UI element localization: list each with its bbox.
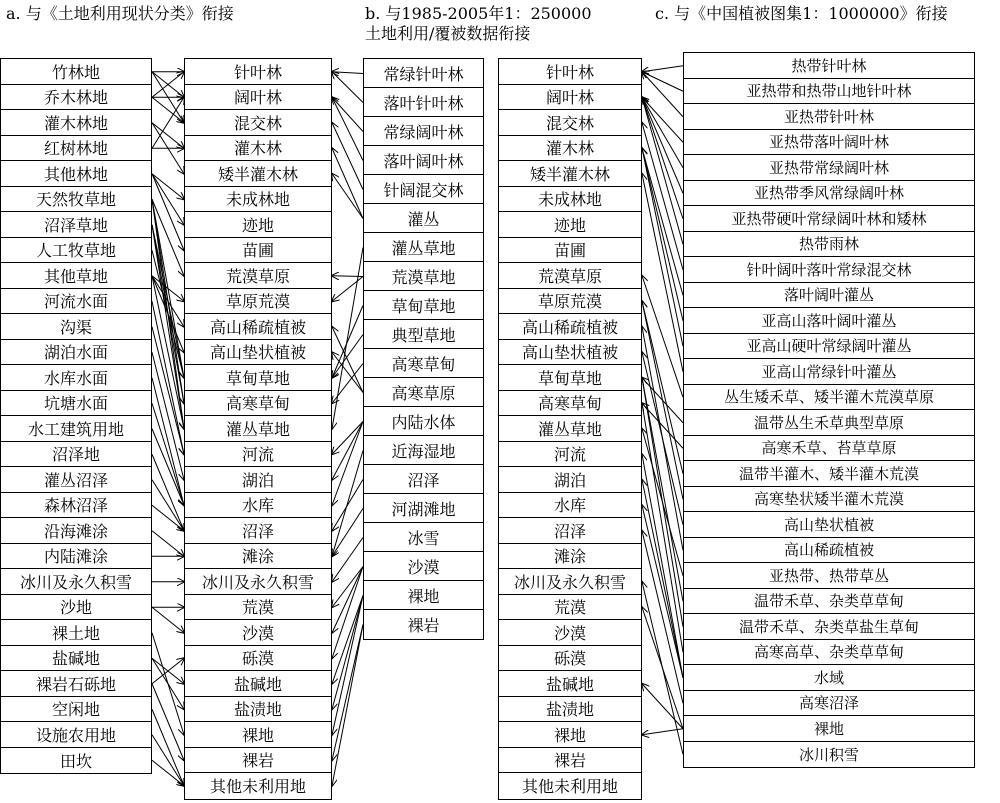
class-cell: 砾漠 — [185, 646, 331, 672]
class-cell: 草原荒漠 — [499, 289, 641, 315]
class-cell: 内陆滩涂 — [1, 544, 151, 570]
title-c: c. 与《中国植被图集1：1000000》衔接 — [655, 4, 948, 23]
class-cell: 落叶阔叶林 — [364, 146, 483, 175]
panel-b-link-arrow — [332, 422, 363, 480]
class-cell: 盐碱地 — [185, 671, 331, 697]
class-cell: 人工牧草地 — [1, 238, 151, 264]
class-cell: 河流 — [185, 442, 331, 468]
class-cell: 温带丛生禾草典型草原 — [684, 410, 974, 436]
class-cell: 冰雪 — [364, 523, 483, 552]
class-cell: 水库 — [185, 493, 331, 519]
class-cell: 矮半灌木林 — [185, 161, 331, 187]
class-cell: 迹地 — [185, 212, 331, 238]
class-cell: 裸地 — [499, 722, 641, 748]
class-cell: 高寒高草、杂类草草甸 — [684, 640, 974, 666]
class-cell: 草甸草地 — [364, 291, 483, 320]
class-cell: 灌丛草地 — [364, 233, 483, 262]
class-cell: 亚高山常绿针叶灌丛 — [684, 359, 974, 385]
panel-b-link-arrow — [332, 538, 363, 582]
class-cell: 冰川积雪 — [798, 745, 859, 764]
class-cell: 水库水面 — [1, 365, 151, 391]
panel-a-link-arrow — [152, 658, 184, 709]
class-cell: 裸岩 — [499, 748, 641, 774]
panel-c-link-arrow — [642, 480, 683, 678]
class-cell: 高寒草甸 — [499, 391, 641, 417]
panel-b-link-arrow — [332, 148, 363, 218]
class-cell: 湖泊水面 — [1, 340, 151, 366]
panel-a-link-arrow — [152, 174, 184, 225]
class-cell: 盐碱地 — [499, 671, 641, 697]
class-cell: 阔叶林 — [185, 85, 331, 111]
panel-b-link-arrow — [332, 509, 363, 557]
panel-c-link-arrow — [642, 301, 683, 499]
panel-b-link-arrow — [332, 72, 363, 74]
class-cell: 热带针叶林 — [684, 53, 974, 79]
class-cell: 温带半灌木、矮半灌木荒漠 — [684, 461, 974, 487]
class-cell: 草甸草地 — [499, 365, 641, 391]
class-cell: 裸地 — [364, 581, 483, 610]
class-cell: 丛生矮禾草、矮半灌木荒漠草原 — [684, 385, 974, 411]
class-cell: 滩涂 — [499, 544, 641, 570]
panel-c-link-arrow — [642, 582, 683, 755]
title-b-line2: 土地利用/覆被数据衔接 — [365, 24, 531, 43]
class-cell: 水库 — [499, 493, 641, 519]
class-cell: 沼泽 — [499, 518, 641, 544]
class-cell: 荒漠草原 — [499, 263, 641, 289]
class-cell: 其他未利用地 — [521, 777, 618, 797]
class-cell: 冰川及永久积雪 — [185, 569, 331, 595]
panel-b-link-arrow — [332, 451, 363, 557]
panel-a-link-arrow — [152, 403, 184, 505]
title-b-line1: b. 与1985-2005年1：250000 — [365, 4, 592, 23]
class-cell: 砾漠 — [499, 646, 641, 672]
class-cell: 沿海滩涂 — [1, 518, 151, 544]
class-cell: 亚热带季风常绿阔叶林 — [684, 181, 974, 207]
class-cell: 裸岩石砾地 — [1, 671, 151, 697]
class-cell: 高山稀疏植被 — [185, 314, 331, 340]
class-cell: 高寒垫状矮半灌木荒漠 — [684, 487, 974, 513]
class-cell: 高寒沼泽 — [684, 691, 974, 717]
class-cell: 其他林地 — [1, 161, 151, 187]
class-cell: 设施农用地 — [1, 722, 151, 748]
class-cell: 亚热带针叶林 — [684, 104, 974, 130]
class-cell: 荒漠 — [499, 595, 641, 621]
panel-a-link-arrow — [152, 123, 184, 149]
panel-b-link-arrow — [332, 422, 363, 506]
class-cell: 裸土地 — [1, 620, 151, 646]
class-cell: 荒漠草原 — [185, 263, 331, 289]
class-cell: 沙漠 — [364, 552, 483, 581]
panel-b-link-arrow — [332, 72, 363, 103]
class-cell: 灌木林 — [185, 136, 331, 162]
class-cell: 沼泽 — [185, 518, 331, 544]
class-cell: 灌丛 — [364, 204, 483, 233]
class-cell: 落叶阔叶灌丛 — [684, 283, 974, 309]
class-cell: 沙漠 — [185, 620, 331, 646]
panel-b-link-arrow — [332, 352, 363, 392]
class-cell: 常绿针叶林 — [364, 59, 483, 88]
class-cell: 沙漠 — [499, 620, 641, 646]
class-cell: 盐碱地 — [1, 646, 151, 672]
class-cell: 灌木林 — [499, 136, 641, 162]
panel-a-link-arrow — [152, 531, 184, 557]
class-cell: 阔叶林 — [499, 85, 641, 111]
class-cell: 沼泽草地 — [1, 212, 151, 238]
class-cell: 荒漠草地 — [364, 262, 483, 291]
class-cell: 高山垫状植被 — [185, 340, 331, 366]
class-cell: 近海湿地 — [364, 436, 483, 465]
class-cell: 红树林地 — [1, 136, 151, 162]
panel-b-link-arrow — [332, 596, 363, 684]
class-cell: 亚热带硬叶常绿阔叶林和矮林 — [684, 206, 974, 232]
class-cell: 落叶针叶林 — [364, 88, 483, 117]
class-cell: 温带禾草、杂类草草甸 — [684, 589, 974, 615]
class-cell: 裸岩 — [407, 616, 440, 635]
class-cell: 针叶林 — [185, 59, 331, 85]
panel-a-link-arrow — [152, 97, 184, 148]
class-cell: 沙地 — [1, 595, 151, 621]
class-cell: 乔木林地 — [1, 85, 151, 111]
panel-b-link-arrow — [332, 97, 363, 160]
class-cell: 水域 — [684, 665, 974, 691]
class-cell: 矮半灌木林 — [499, 161, 641, 187]
class-cell: 针叶林 — [499, 59, 641, 85]
class-cell: 空闲地 — [1, 697, 151, 723]
class-cell: 灌丛草地 — [185, 416, 331, 442]
class-cell: 裸地 — [185, 722, 331, 748]
panel-a-target-column — [184, 58, 332, 800]
class-cell: 河流水面 — [1, 289, 151, 315]
class-cell: 荒漠 — [185, 595, 331, 621]
panel-b-link-arrow — [332, 248, 363, 429]
class-cell: 冰川及永久积雪 — [499, 569, 641, 595]
panel-b-link-arrow — [332, 480, 363, 531]
panel-c-link-arrow — [642, 684, 683, 729]
class-cell: 未成林地 — [185, 187, 331, 213]
class-cell: 亚高山落叶阔叶灌丛 — [684, 308, 974, 334]
class-cell: 森林沼泽 — [1, 493, 151, 519]
class-cell: 坑塘水面 — [1, 391, 151, 417]
class-cell: 苗圃 — [185, 238, 331, 264]
panel-b-link-arrow — [332, 123, 363, 190]
class-cell: 高寒草甸 — [364, 349, 483, 378]
panel-a-link-arrow — [152, 735, 184, 786]
class-cell: 其他未利用地 — [209, 777, 306, 797]
class-cell: 草甸草地 — [185, 365, 331, 391]
class-cell: 针阔混交林 — [364, 175, 483, 204]
class-cell: 滩涂 — [185, 544, 331, 570]
panel-b-link-arrow — [332, 567, 363, 633]
title-a: a. 与《土地利用现状分类》衔接 — [6, 4, 234, 23]
class-cell: 针叶阔叶落叶常绿混交林 — [684, 257, 974, 283]
class-cell: 沟渠 — [1, 314, 151, 340]
panel-c-target-column — [498, 58, 642, 800]
class-cell: 裸地 — [684, 716, 974, 742]
panel-c-source-column — [683, 52, 975, 768]
class-cell: 其他草地 — [1, 263, 151, 289]
class-cell: 高寒禾草、苔草草原 — [684, 436, 974, 462]
class-cell: 未成林地 — [499, 187, 641, 213]
class-cell: 河流 — [499, 442, 641, 468]
panel-c-link-arrow — [642, 72, 683, 92]
class-cell: 沼泽 — [364, 465, 483, 494]
class-cell: 草原荒漠 — [185, 289, 331, 315]
class-cell: 天然牧草地 — [1, 187, 151, 213]
class-cell: 高山垫状植被 — [499, 340, 641, 366]
panel-b-link-arrow — [332, 567, 363, 608]
panel-a-source-column — [0, 58, 152, 774]
panel-a-link-arrow — [152, 97, 184, 123]
class-cell: 河湖滩地 — [364, 494, 483, 523]
panel-b-link-arrow — [332, 596, 363, 735]
panel-a-link-arrow — [152, 607, 184, 633]
panel-b-link-arrow — [332, 277, 363, 302]
class-cell: 混交林 — [185, 110, 331, 136]
class-cell: 混交林 — [499, 110, 641, 136]
class-cell: 亚高山硬叶常绿阔叶灌丛 — [684, 334, 974, 360]
class-cell: 亚热带、热带草丛 — [684, 563, 974, 589]
class-cell: 温带禾草、杂类草盐生草甸 — [684, 614, 974, 640]
class-cell: 苗圃 — [499, 238, 641, 264]
class-cell: 灌丛草地 — [499, 416, 641, 442]
class-cell: 常绿阔叶林 — [364, 117, 483, 146]
class-cell: 亚热带常绿阔叶林 — [684, 155, 974, 181]
class-cell: 内陆水体 — [364, 407, 483, 436]
class-cell: 高山垫状植被 — [684, 512, 974, 538]
class-cell: 高寒草原 — [364, 378, 483, 407]
panel-b-link-arrow — [332, 625, 363, 786]
class-cell: 盐渍地 — [499, 697, 641, 723]
class-cell: 灌丛沼泽 — [1, 467, 151, 493]
class-cell: 迹地 — [499, 212, 641, 238]
panel-b-link-arrow — [332, 422, 363, 455]
class-cell: 亚热带落叶阔叶林 — [684, 130, 974, 156]
class-cell: 典型草地 — [364, 320, 483, 349]
class-cell: 湖泊 — [185, 467, 331, 493]
panel-c-link-arrow — [642, 301, 683, 474]
class-cell: 高寒草甸 — [185, 391, 331, 417]
class-cell: 湖泊 — [499, 467, 641, 493]
panel-a-link-arrow — [152, 327, 184, 455]
class-cell: 竹林地 — [1, 59, 151, 85]
class-cell: 亚热带和热带山地针叶林 — [684, 79, 974, 105]
class-cell: 裸岩 — [185, 748, 331, 774]
class-cell: 冰川及永久积雪 — [1, 569, 151, 595]
class-cell: 高山稀疏植被 — [684, 538, 974, 564]
panel-c-link-arrow — [642, 72, 683, 117]
panel-a-link-arrow — [152, 276, 184, 327]
class-cell: 高山稀疏植被 — [499, 314, 641, 340]
class-cell: 热带雨林 — [684, 232, 974, 258]
class-cell: 沼泽地 — [1, 442, 151, 468]
class-cell: 盐渍地 — [185, 697, 331, 723]
class-cell: 水工建筑用地 — [1, 416, 151, 442]
panel-b-source-column — [363, 58, 484, 640]
class-cell: 田坎 — [59, 751, 92, 771]
panel-c-link-arrow — [642, 66, 683, 72]
panel-b-link-arrow — [332, 97, 363, 131]
class-cell: 灌木林地 — [1, 110, 151, 136]
